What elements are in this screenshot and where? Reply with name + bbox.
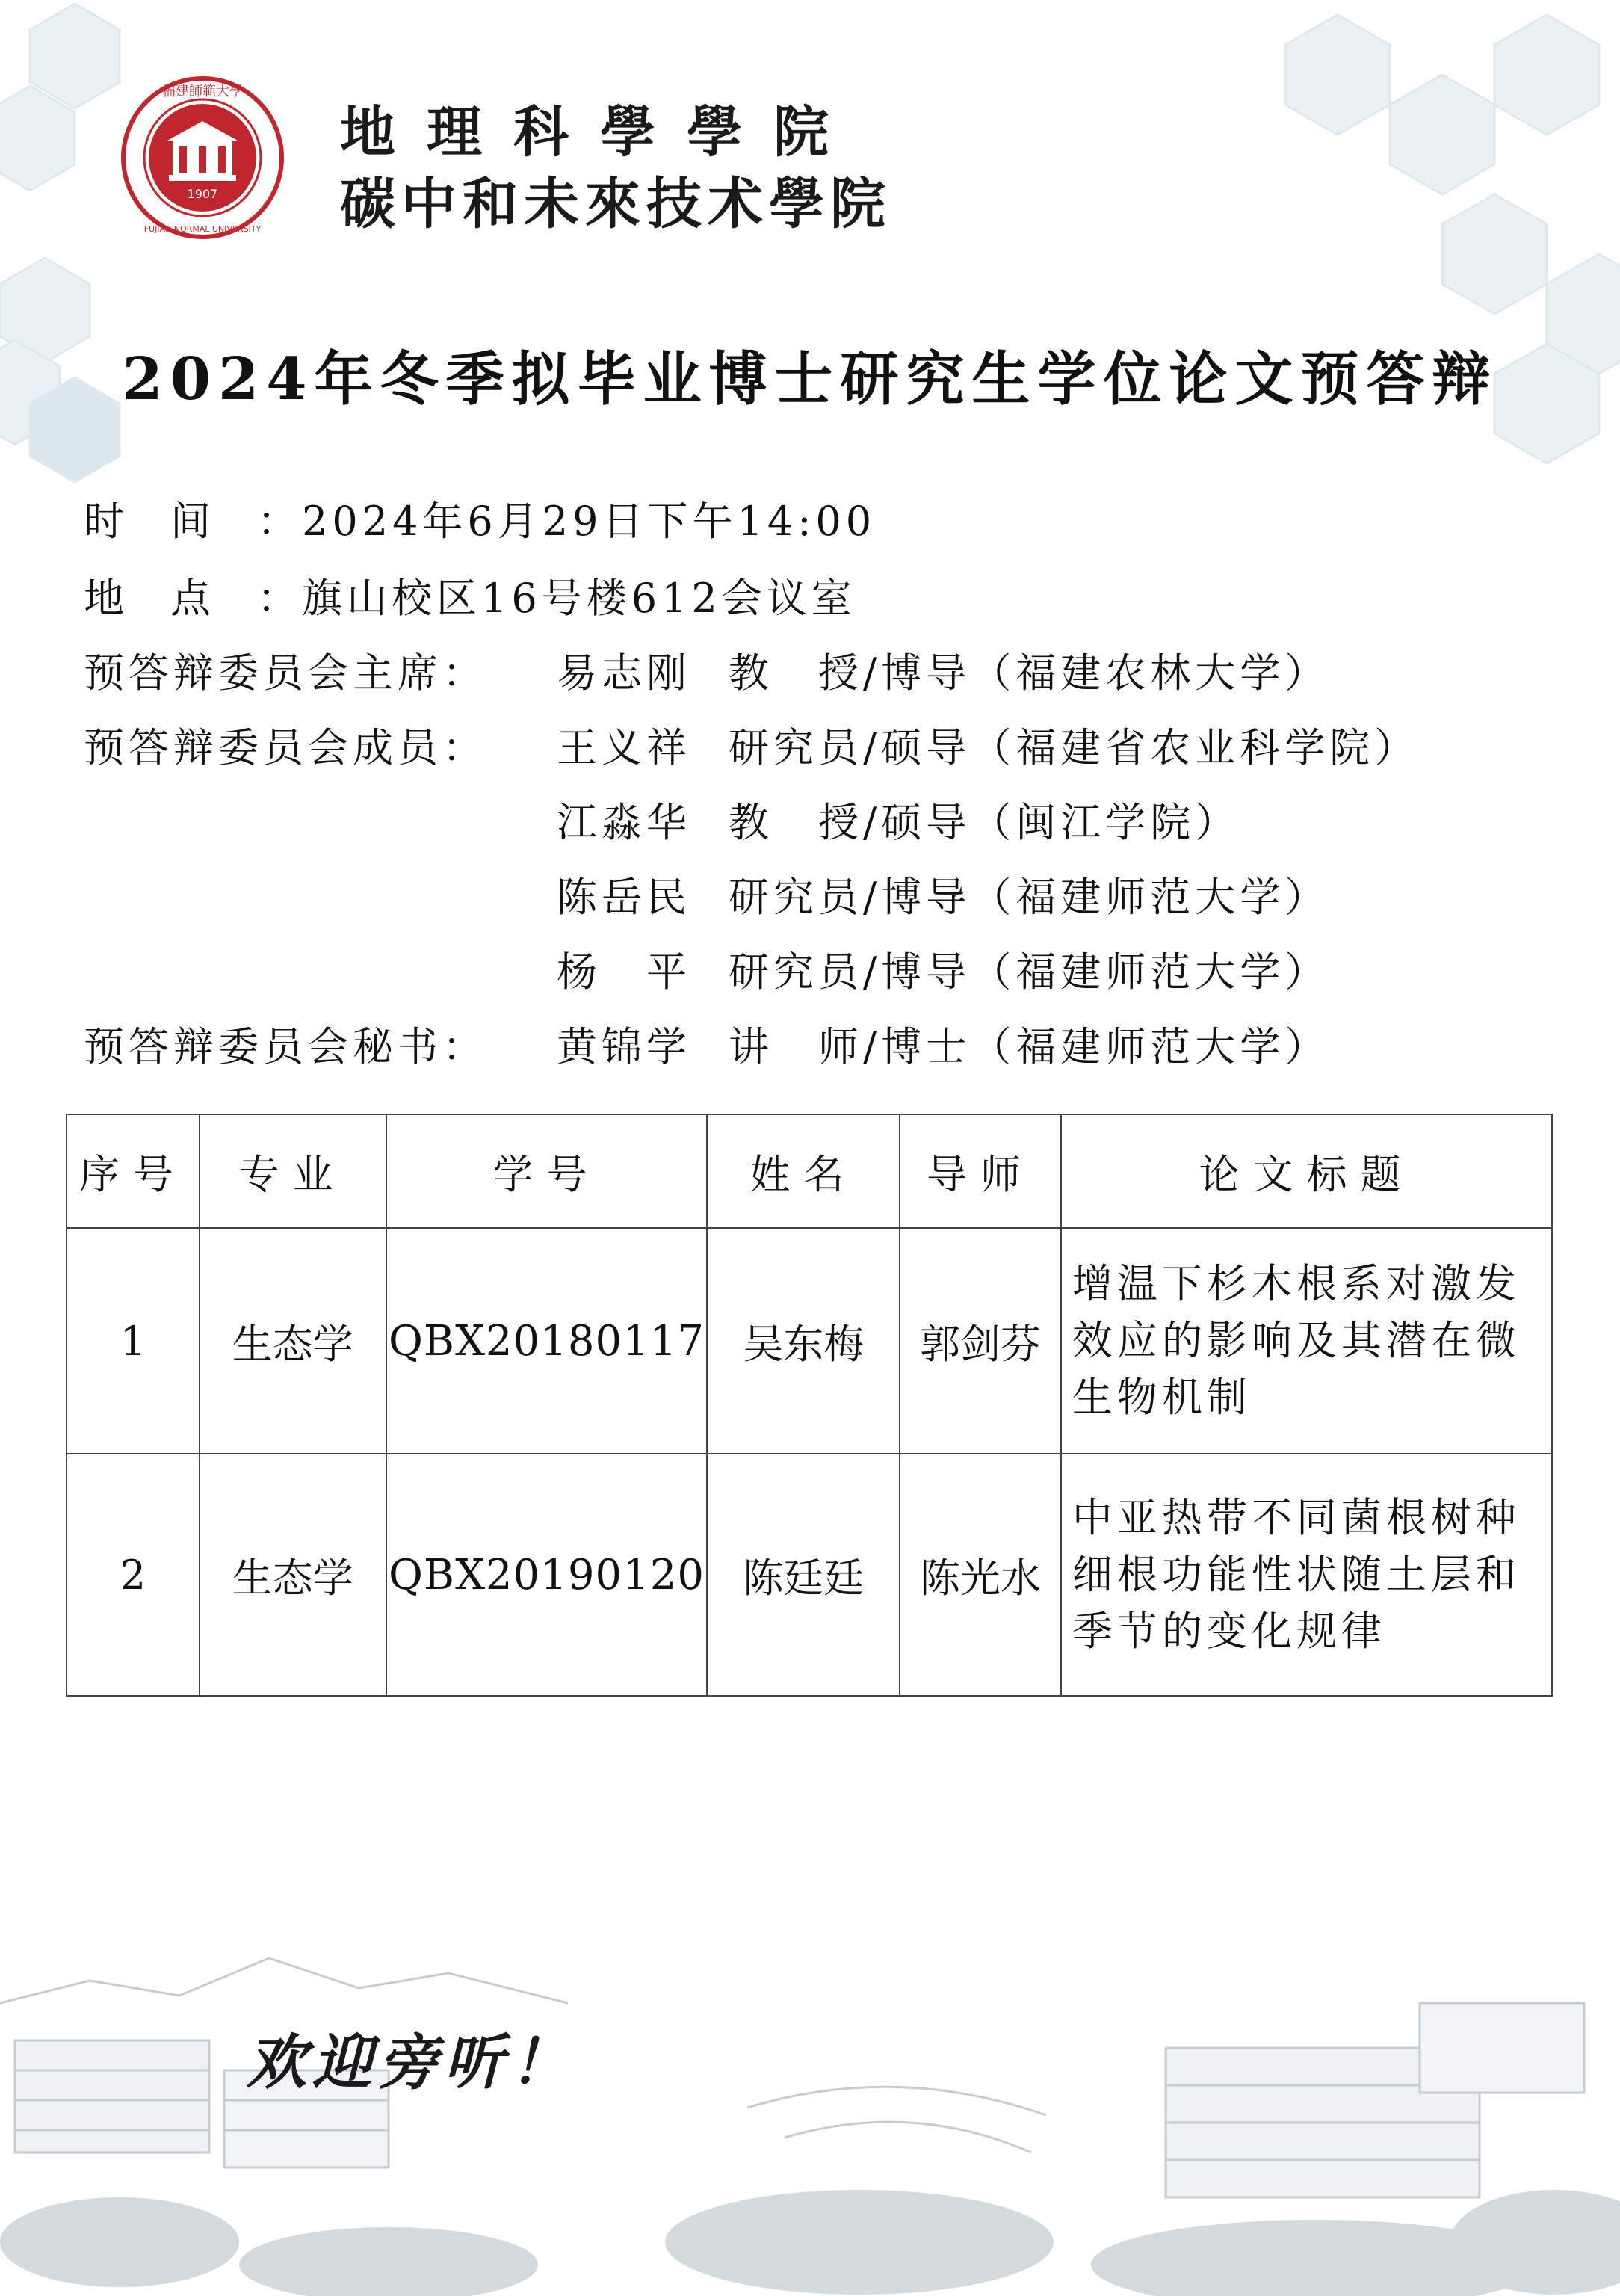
member-entry <box>557 791 1240 848</box>
col-header: 学号 <box>386 1114 708 1228</box>
cell-thesis: 中亚热带不同菌根树种细根功能性状随土层和季节的变化规律 <box>1061 1454 1552 1696</box>
member-name: 王义祥 <box>557 724 691 771</box>
cell-student-id: QBX20180117 <box>386 1228 708 1454</box>
time-value: ：2024年6月29日下午14:00 <box>257 498 877 545</box>
table-row <box>67 1228 1552 1454</box>
time-label: 时间 <box>84 498 257 545</box>
secretary-label: 预答辩委员会秘书： <box>84 1023 487 1070</box>
cell-name: 陈廷廷 <box>707 1454 900 1696</box>
cell-major: 生态学 <box>200 1228 386 1454</box>
col-header: 序号 <box>67 1114 200 1228</box>
place-value: ：旗山校区16号楼612会议室 <box>257 575 856 622</box>
secretary-org: （福建师范大学） <box>971 1023 1330 1070</box>
secretary-name: 黄锦学 <box>557 1023 691 1070</box>
cell-no: 2 <box>67 1454 200 1696</box>
cell-advisor: 陈光水 <box>900 1454 1061 1696</box>
chair-org: （福建农林大学） <box>971 649 1330 697</box>
members-label: 预答辩委员会成员： <box>84 724 487 771</box>
member-name: 杨 平 <box>557 948 691 996</box>
member-title: 研究员/博导 <box>729 948 971 996</box>
cell-student-id: QBX20190120 <box>386 1454 708 1696</box>
member-title: 研究员/硕导 <box>729 724 971 771</box>
cell-name: 吴东梅 <box>707 1228 900 1454</box>
col-header: 姓名 <box>707 1114 900 1228</box>
cell-thesis: 增温下杉木根系对激发效应的影响及其潜在微生物机制 <box>1061 1228 1552 1454</box>
place-line <box>84 567 856 624</box>
school-name-line1: 地理科學學院 <box>340 100 860 164</box>
chair-entry <box>557 641 1329 699</box>
defense-schedule-table <box>66 1114 1553 1697</box>
seal-bottom-text: FUJIAN NORMAL UNIVERSITY <box>143 224 262 234</box>
welcome-text: 欢迎旁听！ <box>247 2027 575 2097</box>
member-name: 陈岳民 <box>557 874 691 921</box>
member-org: （福建省农业科学院） <box>971 724 1420 771</box>
cell-no: 1 <box>67 1228 200 1454</box>
table-row <box>67 1454 1552 1696</box>
member-title: 研究员/博导 <box>729 874 971 921</box>
member-name: 江淼华 <box>557 799 691 846</box>
cell-major: 生态学 <box>200 1454 386 1696</box>
member-title: 教 授/硕导 <box>729 799 971 846</box>
member-entry <box>557 940 1329 998</box>
col-header: 专业 <box>200 1114 386 1228</box>
time-line <box>84 490 876 547</box>
member-org: （福建师范大学） <box>971 874 1330 921</box>
member-org: （福建师范大学） <box>971 948 1330 996</box>
seal-top-text: 福建師範大學 <box>162 84 243 99</box>
page-title: 2024年冬季拟毕业博士研究生学位论文预答辩 <box>122 345 1498 413</box>
chair-name: 易志刚 <box>557 649 691 697</box>
member-entry <box>557 716 1419 774</box>
chair-label: 预答辩委员会主席： <box>84 649 487 697</box>
school-name-line2: 碳中和未來技术學院 <box>340 172 891 236</box>
secretary-title: 讲 师/博士 <box>729 1023 971 1070</box>
seal-year: 1907 <box>187 187 218 201</box>
place-label: 地点 <box>84 575 257 622</box>
secretary-entry <box>557 1015 1329 1073</box>
campus-sketch-background <box>0 1913 1620 2296</box>
col-header: 论文标题 <box>1061 1114 1552 1228</box>
col-header: 导师 <box>900 1114 1061 1228</box>
member-org: （闽江学院） <box>971 799 1240 846</box>
cell-advisor: 郭剑芬 <box>900 1228 1061 1454</box>
member-entry <box>557 865 1329 923</box>
university-seal-icon <box>120 75 285 241</box>
table-header-row <box>67 1114 1552 1228</box>
chair-title: 教 授/博导 <box>729 649 971 697</box>
